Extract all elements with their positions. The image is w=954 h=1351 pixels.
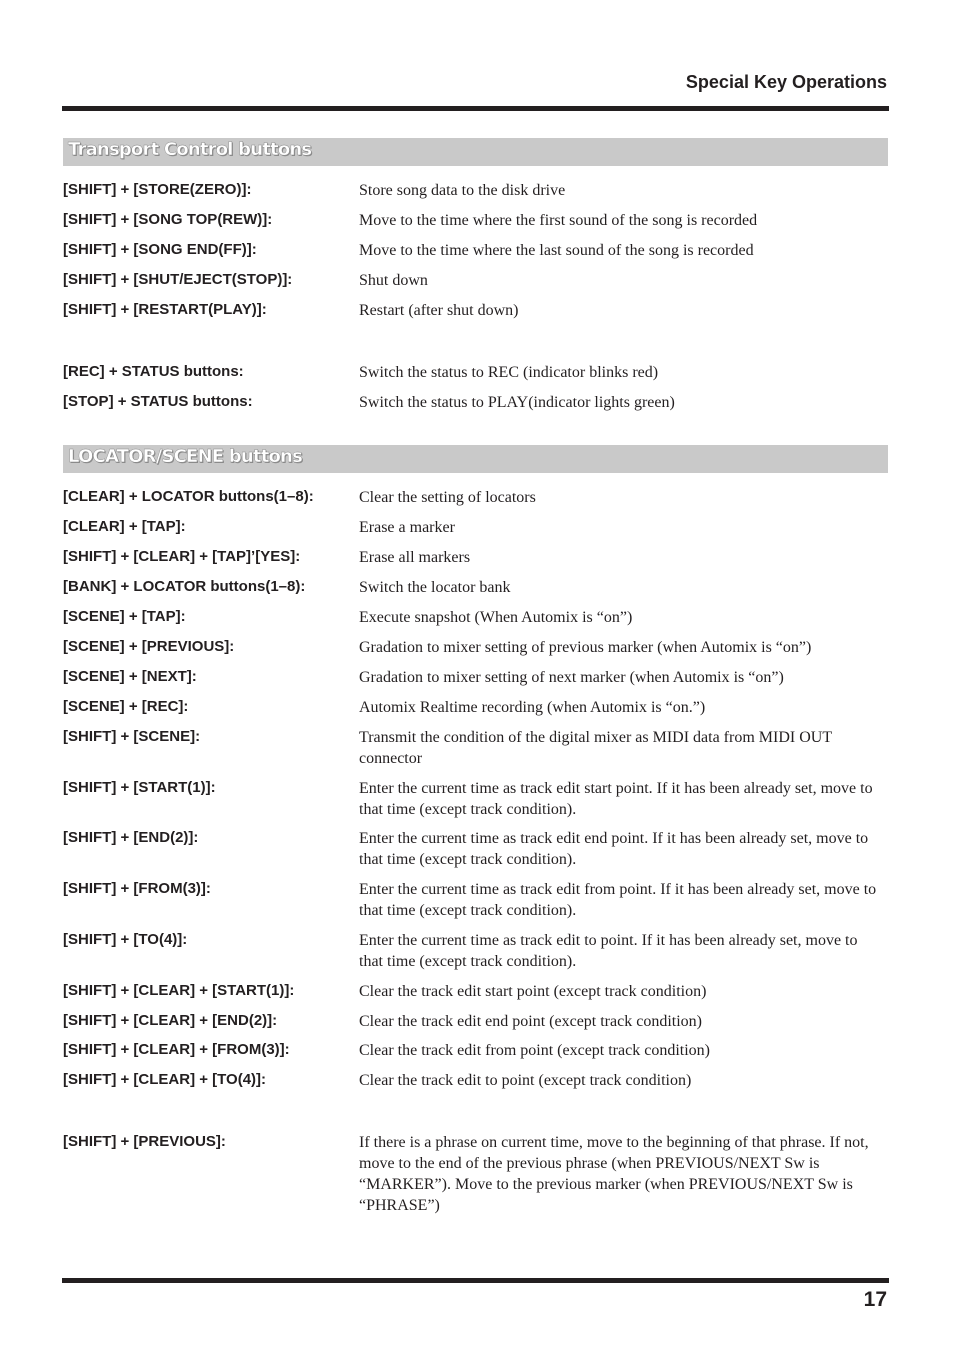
key-description: Clear the track edit from point (except track condition) — [359, 1042, 710, 1059]
key-description: Automix Realtime recording (when Automix is “on.”) — [359, 699, 706, 716]
key-description: Clear the setting of locators — [359, 489, 536, 506]
key-combination: [SHIFT] + [STORE(ZERO)]: — [63, 181, 252, 198]
key-description: Enter the current time as track edit from point. If it has been already set, move to that time (except track condition). — [359, 881, 877, 919]
key-description: Clear the track edit to point (except track condition) — [359, 1072, 692, 1089]
page-number: 17 — [863, 1288, 887, 1311]
key-combination: [SHIFT] + [RESTART(PLAY)]: — [63, 301, 267, 318]
key-combination: [SHIFT] + [CLEAR] + [END(2)]: — [63, 1012, 278, 1029]
key-combination: [SHIFT] + [CLEAR] + [TO(4)]: — [63, 1071, 267, 1088]
key-description: Clear the track edit end point (except track condition) — [359, 1013, 702, 1030]
key-combination: [SHIFT] + [CLEAR] + [TAP]’[YES]: — [63, 548, 301, 565]
key-combination: [BANK] + LOCATOR buttons(1–8): — [63, 578, 306, 595]
key-combination: [CLEAR] + LOCATOR buttons(1–8): — [63, 488, 314, 505]
key-combination: [SCENE] + [PREVIOUS]: — [63, 638, 235, 655]
key-description: Gradation to mixer setting of previous marker (when Automix is “on”) — [359, 639, 812, 656]
key-combination: [SHIFT] + [CLEAR] + [START(1)]: — [63, 982, 295, 999]
key-description: Restart (after shut down) — [359, 302, 519, 319]
key-combination: [SHIFT] + [START(1)]: — [63, 779, 216, 796]
key-description: Move to the time where the first sound of the song is recorded — [359, 212, 758, 229]
key-description: Enter the current time as track edit end point. If it has been already set, move to that time (except track condition). — [359, 830, 869, 868]
key-description: Transmit the condition of the digital mixer as MIDI data from MIDI OUT connector — [359, 729, 832, 767]
page-header-title: Special Key Operations — [685, 72, 887, 92]
key-combination: [SHIFT] + [CLEAR] + [FROM(3)]: — [63, 1041, 290, 1058]
key-combination: [SCENE] + [TAP]: — [63, 608, 186, 625]
key-combination: [SCENE] + [NEXT]: — [63, 668, 197, 685]
key-description: Switch the locator bank — [359, 579, 511, 596]
key-description: Switch the status to PLAY(indicator lights green) — [359, 394, 675, 411]
key-description: Clear the track edit start point (except track condition) — [359, 983, 707, 1000]
section-title: Transport Control buttons — [68, 139, 312, 160]
key-description: Switch the status to REC (indicator blinks red) — [359, 364, 659, 381]
key-combination: [SHIFT] + [PREVIOUS]: — [63, 1133, 226, 1150]
key-description: Store song data to the disk drive — [359, 182, 566, 199]
key-description: Enter the current time as track edit to point. If it has been already set, move to that time (except track condition). — [359, 932, 858, 970]
key-combination: [SCENE] + [REC]: — [63, 698, 189, 715]
key-description: Erase a marker — [359, 519, 455, 536]
key-combination: [STOP] + STATUS buttons: — [63, 393, 253, 410]
key-description: Execute snapshot (When Automix is “on”) — [359, 609, 633, 626]
key-description: Shut down — [359, 272, 428, 289]
footer-rule — [62, 1278, 889, 1283]
section-title: LOCATOR/SCENE buttons — [68, 446, 302, 467]
key-description: If there is a phrase on current time, move to the beginning of that phrase. If not, move to the end of the previous phrase (when PREVIOUS/NEXT Sw is “MARKER”). Move to the previous marker (when PREVIOUS/NEXT Sw is “PHRASE”) — [359, 1134, 869, 1214]
key-combination: [SHIFT] + [SCENE]: — [63, 728, 201, 745]
key-combination: [CLEAR] + [TAP]: — [63, 518, 186, 535]
section-header-locator-scene — [63, 445, 888, 473]
key-description: Move to the time where the last sound of the song is recorded — [359, 242, 754, 259]
key-combination: [SHIFT] + [SONG END(FF)]: — [63, 241, 257, 258]
key-combination: [SHIFT] + [END(2)]: — [63, 829, 199, 846]
key-description: Erase all markers — [359, 549, 471, 566]
key-description: Gradation to mixer setting of next marker (when Automix is “on”) — [359, 669, 784, 686]
key-description: Enter the current time as track edit start point. If it has been already set, move to that time (except track condition). — [359, 780, 873, 818]
key-combination: [SHIFT] + [SHUT/EJECT(STOP)]: — [63, 271, 293, 288]
key-combination: [SHIFT] + [SONG TOP(REW)]: — [63, 211, 273, 228]
key-combination: [SHIFT] + [TO(4)]: — [63, 931, 188, 948]
key-combination: [REC] + STATUS buttons: — [63, 363, 244, 380]
section-header-transport — [63, 138, 888, 166]
key-combination: [SHIFT] + [FROM(3)]: — [63, 880, 211, 897]
header-rule — [62, 106, 889, 111]
